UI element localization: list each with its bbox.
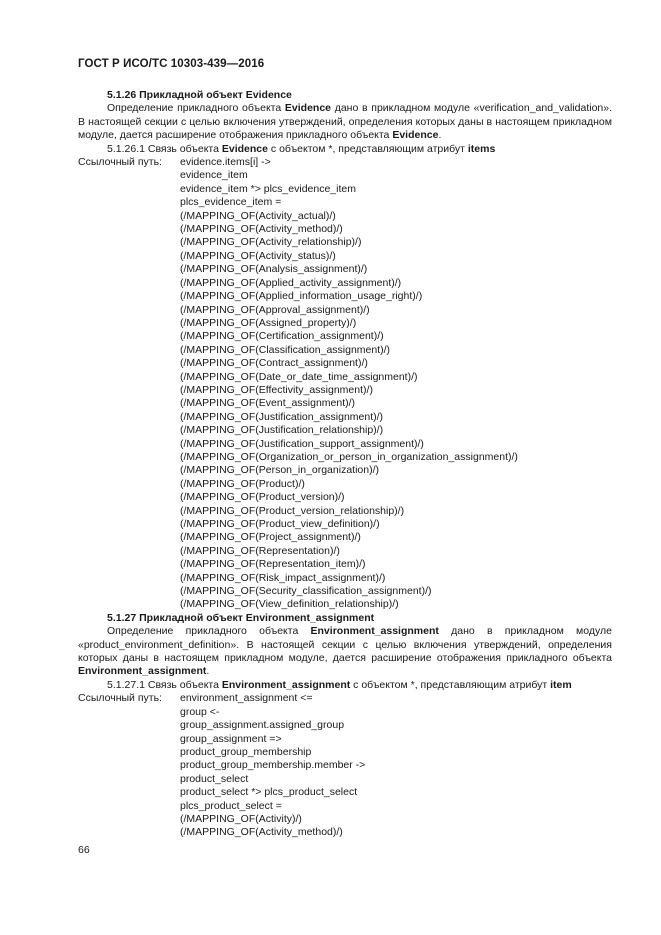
reference-path-line: group_assignment.assigned_group xyxy=(180,719,345,732)
document-body xyxy=(78,89,612,840)
reference-path-line: (/MAPPING_OF(View_definition_relationship)/) xyxy=(180,598,399,611)
reference-path-line: (/MAPPING_OF(Representation_item)/) xyxy=(180,558,366,571)
reference-path-line: product_select xyxy=(180,772,249,785)
reference-path-line: (/MAPPING_OF(Assigned_property)/) xyxy=(180,316,357,329)
reference-path-line: (/MAPPING_OF(Product_view_definition)/) xyxy=(180,518,380,530)
section-paragraph: Определение прикладного объекта Environment_assignment дано в прикладном модуле «product_environment_definition». В настоящей секции с целью включения утверждений, определения которых даны в настоящем прикладном модуле, дается расширение отображения прикладного объекта Environment_assignment. xyxy=(78,625,613,678)
reference-path-line: (/MAPPING_OF(Justification_relationship)/) xyxy=(180,424,384,437)
reference-path-line: (/MAPPING_OF(Activity_relationship)/) xyxy=(180,236,362,249)
attribute-name: item xyxy=(550,678,572,691)
reference-path-line: plcs_product_select = xyxy=(180,799,282,812)
reference-path-line: (/MAPPING_OF(Justification_assignment)/) xyxy=(180,410,384,423)
reference-path-label: Ссылочный путь: xyxy=(78,156,162,169)
reference-path-line: (/MAPPING_OF(Effectivity_assignment)/) xyxy=(180,383,373,396)
reference-path-line: product_group_membership xyxy=(180,745,312,758)
reference-path-lines xyxy=(78,169,612,611)
reference-path-line: product_group_membership.member -> xyxy=(180,759,366,772)
reference-path-line: group_assignment => xyxy=(180,732,282,745)
reference-path-line: (/MAPPING_OF(Activity_method)/) xyxy=(180,223,343,236)
subsection-title: 5.1.27.1 Связь объекта Environment_assignment с объектом *, представляющим атрибут item xyxy=(107,678,572,691)
section-heading: 5.1.27 Прикладной объект Environment_assignment xyxy=(107,611,375,624)
reference-path-line: (/MAPPING_OF(Contract_assignment)/) xyxy=(180,357,368,370)
reference-path-lines xyxy=(78,706,612,840)
entity-name: Environment_assignment xyxy=(310,625,439,638)
reference-path-line: (/MAPPING_OF(Product_version)/) xyxy=(180,491,345,504)
reference-path-line: evidence.items[i] -> xyxy=(180,156,271,169)
subsection-title: 5.1.26.1 Связь объекта Evidence с объектом *, представляющим атрибут items xyxy=(107,142,496,155)
page-header-title: ГОСТ Р ИСО/ТС 10303-439—2016 xyxy=(78,58,265,70)
reference-path-line: (/MAPPING_OF(Justification_support_assignment)/) xyxy=(180,437,424,450)
reference-path-line: evidence_item *> plcs_evidence_item xyxy=(180,182,356,195)
reference-path-line: (/MAPPING_OF(Security_classification_assignment)/) xyxy=(180,585,432,598)
reference-path-line: (/MAPPING_OF(Event_assignment)/) xyxy=(180,397,356,410)
entity-name: Environment_assignment xyxy=(78,665,207,678)
reference-path-line: (/MAPPING_OF(Product_version_relationship)/) xyxy=(180,504,405,517)
reference-path-line: (/MAPPING_OF(Activity)/) xyxy=(180,812,302,825)
reference-path-line: evidence_item xyxy=(180,169,248,182)
reference-path-line: (/MAPPING_OF(Activity_actual)/) xyxy=(180,209,336,222)
entity-name: Evidence xyxy=(284,102,332,115)
reference-path-line: (/MAPPING_OF(Activity_status)/) xyxy=(180,249,336,262)
reference-path-line: (/MAPPING_OF(Applied_information_usage_right)/) xyxy=(180,290,423,303)
section-heading: 5.1.26 Прикладной объект Evidence xyxy=(107,89,292,101)
reference-path-line: (/MAPPING_OF(Activity_method)/) xyxy=(180,826,343,839)
entity-name: Environment_assignment xyxy=(221,678,351,691)
entity-name: Evidence xyxy=(392,129,439,142)
reference-path-line: (/MAPPING_OF(Certification_assignment)/) xyxy=(180,330,384,343)
reference-path-line: (/MAPPING_OF(Approval_assignment)/) xyxy=(180,303,370,316)
page-number: 66 xyxy=(78,844,90,856)
reference-path-line: (/MAPPING_OF(Person_in_organization)/) xyxy=(180,464,379,477)
reference-path-line: (/MAPPING_OF(Classification_assignment)/) xyxy=(180,343,391,356)
reference-path-line: group <- xyxy=(180,705,220,718)
reference-path-label: Ссылочный путь: xyxy=(78,692,162,705)
reference-path-line: (/MAPPING_OF(Organization_or_person_in_organization_assignment)/) xyxy=(180,450,518,463)
reference-path-line: (/MAPPING_OF(Applied_activity_assignment)/) xyxy=(180,276,402,289)
reference-path-line: (/MAPPING_OF(Risk_impact_assignment)/) xyxy=(180,571,386,584)
reference-path xyxy=(78,156,612,169)
reference-path xyxy=(78,692,612,705)
reference-path-line: (/MAPPING_OF(Representation)/) xyxy=(180,544,340,557)
reference-path-line: product_select *> plcs_product_select xyxy=(180,786,358,799)
reference-path-line: environment_assignment <= xyxy=(180,692,313,705)
reference-path-line: (/MAPPING_OF(Product)/) xyxy=(180,477,305,490)
reference-path-line: (/MAPPING_OF(Analysis_assignment)/) xyxy=(180,263,368,276)
reference-path-line: (/MAPPING_OF(Date_or_date_time_assignment)/) xyxy=(180,370,418,383)
reference-path-line: plcs_evidence_item = xyxy=(180,196,282,209)
reference-path-line: (/MAPPING_OF(Project_assignment)/) xyxy=(180,531,361,544)
entity-name: Evidence xyxy=(221,142,268,155)
attribute-name: items xyxy=(467,142,496,155)
section-paragraph: Определение прикладного объекта Evidence дано в прикладном модуле «verification_and_validation». В настоящей секции с целью включения утверждений, определения которых даны в настоящем прикладном модуле, дается расширение отображения прикладного объекта Evidence. xyxy=(78,102,613,142)
